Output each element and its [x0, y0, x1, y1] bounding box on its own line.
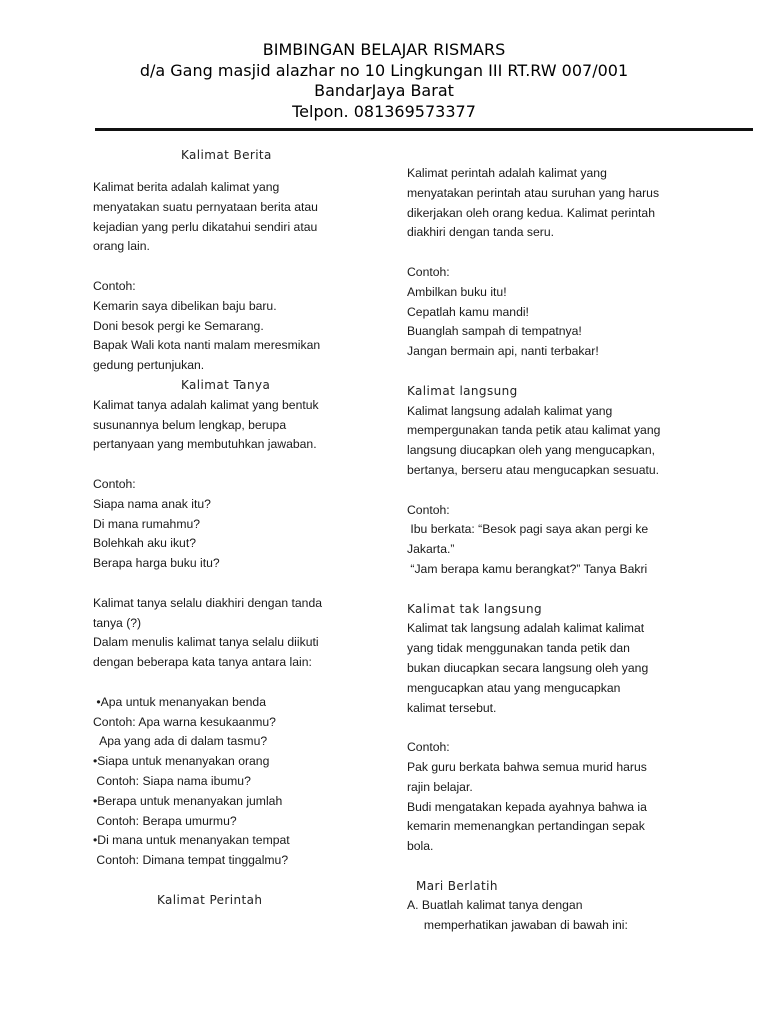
right-column: [407, 164, 707, 936]
paragraph-line: orang lain.: [93, 239, 150, 254]
example-line: Berapa harga buku itu?: [93, 556, 220, 571]
heading-kalimat-tanya: Kalimat Tanya: [181, 377, 271, 392]
paragraph-line: Dalam menulis kalimat tanya selalu diikuti: [93, 635, 319, 650]
list-item: •Di mana untuk menanyakan tempat: [93, 833, 290, 848]
school-address: d/a Gang masjid alazhar no 10 Lingkungan III RT.RW 007/001: [139, 60, 629, 80]
list-item: •Apa untuk menanyakan benda: [93, 694, 266, 709]
example-line: Budi mengatakan kepada ayahnya bahwa ia: [407, 799, 647, 814]
paragraph-line: mempergunakan tanda petik atau kalimat yang: [407, 423, 661, 438]
paragraph-line: yang tidak menggunakan tanda petik dan: [407, 641, 630, 656]
example-line: kemarin memenangkan pertandingan sepak: [407, 819, 645, 834]
example-label: Contoh:: [407, 502, 450, 517]
school-phone: Telpon. 081369573377: [292, 101, 476, 121]
paragraph-line: Kalimat berita adalah kalimat yang: [93, 180, 280, 194]
paragraph-line: susunannya belum lengkap, berupa: [93, 417, 287, 432]
exercise-line: A. Buatlah kalimat tanya dengan: [407, 898, 583, 913]
example-line: Doni besok pergi ke Semarang.: [93, 318, 264, 333]
paragraph-line: bertanya, berseru atau mengucapkan sesuatu.: [407, 462, 660, 477]
left-column: [93, 178, 353, 910]
example-label: Contoh:: [93, 476, 136, 491]
paragraph-line: dengan beberapa kata tanya antara lain:: [93, 655, 312, 670]
list-item: Contoh: Siapa nama ibumu?: [93, 773, 251, 788]
header-divider: [95, 128, 753, 131]
paragraph-line: Kalimat tak langsung adalah kalimat kalimat: [407, 621, 645, 636]
paragraph-line: Kalimat perintah adalah kalimat yang: [407, 166, 607, 180]
paragraph-line: menyatakan perintah atau suruhan yang harus: [407, 185, 660, 200]
example-line: Ibu berkata: “Besok pagi saya akan pergi ke: [407, 522, 649, 537]
example-line: bola.: [407, 839, 434, 854]
example-line: Siapa nama anak itu?: [93, 496, 211, 511]
school-name: BIMBINGAN BELAJAR RISMARS: [262, 40, 506, 59]
paragraph-line: dikerjakan oleh orang kedua. Kalimat perintah: [407, 205, 655, 220]
example-label: Contoh:: [407, 740, 450, 755]
paragraph-line: pertanyaan yang membutuhkan jawaban.: [93, 437, 317, 452]
exercise-line: memperhatikan jawaban di bawah ini:: [407, 918, 628, 933]
example-label: Contoh:: [407, 264, 450, 279]
paragraph-line: mengucapkan atau yang mengucapkan: [407, 680, 621, 695]
paragraph-line: Kalimat tanya adalah kalimat yang bentuk: [93, 397, 319, 412]
paragraph-line: kejadian yang perlu dikatahui sendiri atau: [93, 219, 318, 234]
list-item: Contoh: Dimana tempat tinggalmu?: [93, 853, 289, 868]
example-line: Kemarin saya dibelikan baju baru.: [93, 298, 277, 313]
example-line: Jangan bermain api, nanti terbakar!: [407, 344, 599, 359]
paragraph-line: menyatakan suatu pernyataan berita atau: [93, 199, 318, 214]
paragraph-line: Kalimat langsung adalah kalimat yang: [407, 403, 613, 418]
heading-kalimat-langsung: Kalimat langsung: [407, 383, 518, 398]
school-area: BandarJaya Barat: [314, 81, 454, 100]
example-line: Pak guru berkata bahwa semua murid harus: [407, 759, 647, 774]
example-line: gedung pertunjukan.: [93, 358, 205, 373]
example-line: Buanglah sampah di tempatnya!: [407, 324, 582, 339]
paragraph-line: diakhiri dengan tanda seru.: [407, 225, 555, 240]
list-item: Contoh: Berapa umurmu?: [93, 813, 237, 828]
paragraph-line: langsung diucapkan oleh yang mengucapkan,: [407, 443, 655, 458]
example-line: Jakarta.”: [407, 542, 455, 557]
paragraph-line: bukan diucapkan secara langsung oleh yang: [407, 660, 649, 675]
example-line: Bolehkah aku ikut?: [93, 536, 196, 551]
example-line: Di mana rumahmu?: [93, 516, 201, 531]
list-item: •Berapa untuk menanyakan jumlah: [93, 793, 283, 808]
list-item: •Siapa untuk menanyakan orang: [93, 754, 270, 769]
paragraph-line: tanya (?): [93, 615, 142, 630]
example-label: Contoh:: [93, 278, 136, 293]
heading-kalimat-tak-langsung: Kalimat tak langsung: [407, 601, 543, 616]
heading-mari-berlatih: Mari Berlatih: [416, 878, 498, 893]
example-line: Cepatlah kamu mandi!: [407, 304, 529, 319]
example-line: Ambilkan buku itu!: [407, 284, 507, 299]
document-header: [0, 40, 768, 122]
list-item: Apa yang ada di dalam tasmu?: [93, 734, 268, 749]
paragraph-line: Kalimat tanya selalu diakhiri dengan tanda: [93, 595, 323, 610]
list-item: Contoh: Apa warna kesukaanmu?: [93, 714, 276, 729]
example-line: rajin belajar.: [407, 779, 473, 794]
heading-kalimat-berita: Kalimat Berita: [181, 148, 272, 162]
paragraph-line: kalimat tersebut.: [407, 700, 497, 715]
heading-kalimat-perintah: Kalimat Perintah: [157, 892, 263, 907]
example-line: Bapak Wali kota nanti malam meresmikan: [93, 338, 321, 353]
example-line: “Jam berapa kamu berangkat?” Tanya Bakri: [407, 561, 648, 576]
